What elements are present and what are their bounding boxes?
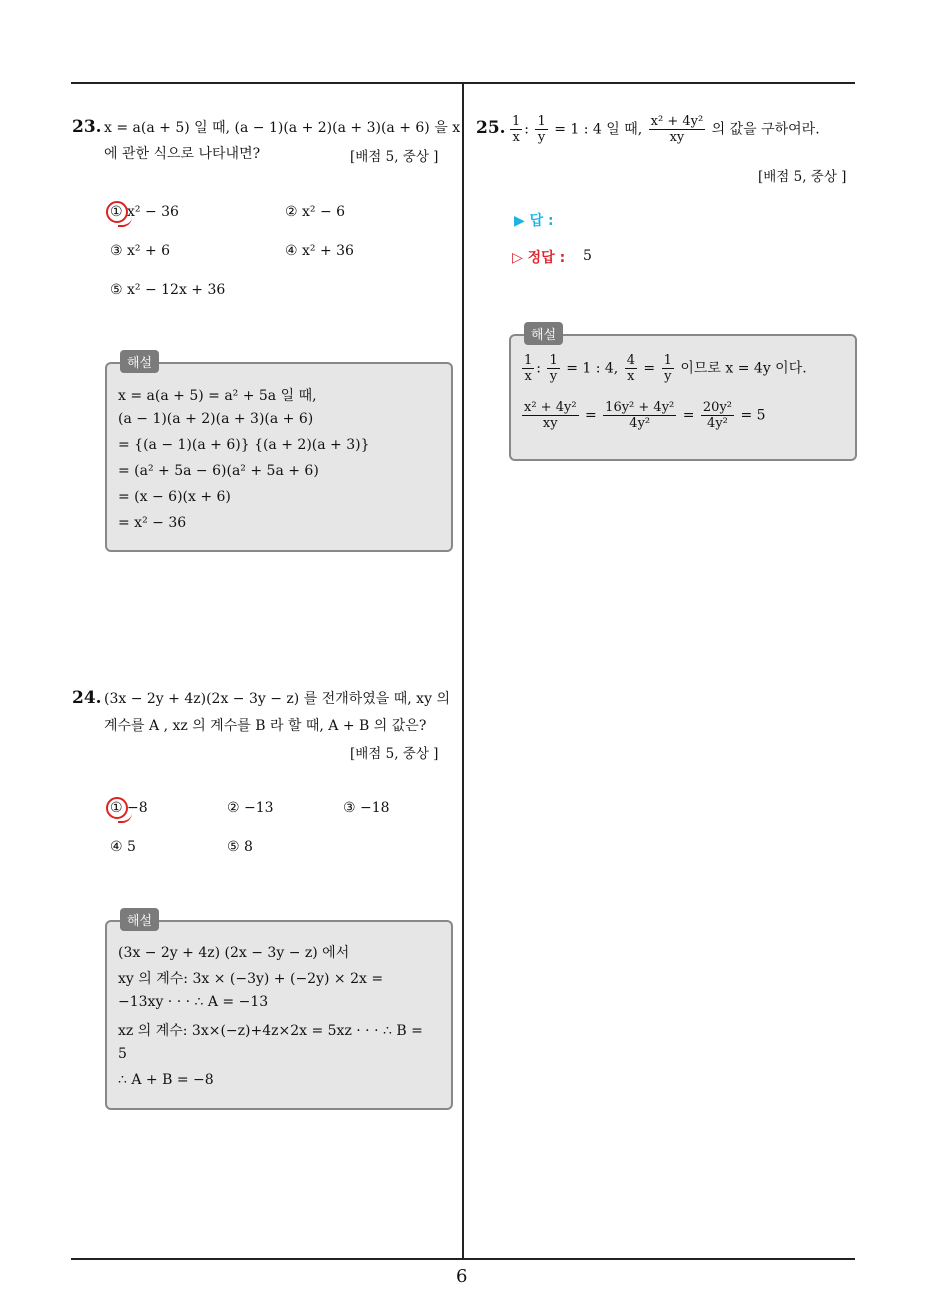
q23-explain-line: x = a(a + 5) = a² + 5a 일 때,: [118, 388, 317, 404]
question-24-line1: (3x − 2y + 4z)(2x − 3y − z) 를 전개하였을 때, xy 의: [104, 691, 450, 707]
page-number: 6: [456, 1266, 468, 1287]
q23-explain-line: = (a² + 5a − 6)(a² + 5a + 6): [118, 463, 319, 479]
q24-explanation-tag: 해설: [120, 908, 159, 931]
question-23-line2: 에 관한 식으로 나타내면?: [104, 146, 261, 162]
q24-explain-line: xy 의 계수: 3x × (−3y) + (−2y) × 2x =: [118, 971, 384, 987]
q24-explain-line: 5: [118, 1046, 127, 1062]
q23-explain-line: (a − 1)(a + 2)(a + 3)(a + 6): [118, 411, 314, 427]
question-24-line2: 계수를 A , xz 의 계수를 B 라 할 때, A + B 의 값은?: [104, 718, 427, 734]
q23-explain-line: = x² − 36: [118, 515, 187, 531]
correct-answer-label: ▷ 정답 :: [512, 250, 566, 266]
q25-fraction: $\frac{1}{y}$: [537, 114, 546, 145]
q24-choice-4[interactable]: ④ 5: [110, 839, 136, 855]
question-23-line1: x = a(a + 5) 일 때, (a − 1)(a + 2)(a + 3)(a + 6) 을 x: [104, 120, 461, 136]
question-23-meta: [배점 5, 중상 ]: [350, 149, 439, 165]
q23-choice-1[interactable]: ① x² − 36: [110, 204, 179, 220]
q25-explain-line: $\frac{1}{x}$ : $\frac{1}{y}$ = 1 : 4, $\frac{4}{x}$ = $\frac{1}{y}$ 이므로 x = 4y 이다.: [524, 353, 807, 384]
q25-explain-line: $\frac{\text{x² + 4y²}}{xy}$ = $\frac{\text{16y² + 4y²}}{\text{4y²}}$ = $\frac{\text{20y²}}{\text{4y²}}$ = 5: [524, 400, 766, 431]
q23-choice-5[interactable]: ⑤ x² − 12x + 36: [110, 282, 226, 298]
q25-explanation-tag: 해설: [524, 322, 563, 345]
question-25-meta: [배점 5, 중상 ]: [758, 169, 847, 185]
q25-fraction: $\frac{\text{x² + 4y²}}{xy}$: [650, 114, 704, 145]
column-divider: [462, 82, 464, 1260]
q24-explain-line: −13xy · · · ∴ A = −13: [118, 994, 269, 1010]
q23-choice-3[interactable]: ③ x² + 6: [110, 243, 171, 259]
q24-choice-2[interactable]: ② −13: [227, 800, 274, 816]
q23-choice-4[interactable]: ④ x² + 36: [285, 243, 354, 259]
answer-label: ▶ 답 :: [514, 213, 554, 229]
question-24-meta: [배점 5, 중상 ]: [350, 746, 439, 762]
q24-choice-5[interactable]: ⑤ 8: [227, 839, 253, 855]
question-25-statement: $\frac{1}{x}$ : $\frac{1}{y}$ = 1 : 4 일 때, $\frac{\text{x² + 4y²}}{xy}$ 의 값을 구하여라.: [512, 114, 820, 145]
q24-explain-line: (3x − 2y + 4z) (2x − 3y − z) 에서: [118, 945, 350, 961]
q24-choice-3[interactable]: ③ −18: [343, 800, 390, 816]
q25-fraction: $\frac{1}{x}$: [512, 114, 521, 145]
q24-choice-1[interactable]: ① −8: [110, 800, 148, 816]
q23-explain-line: = {(a − 1)(a + 6)} {(a + 2)(a + 3)}: [118, 437, 370, 453]
q24-explain-line: ∴ A + B = −8: [118, 1072, 214, 1088]
q24-explain-line: xz 의 계수: 3x×(−z)+4z×2x = 5xz · · · ∴ B =: [118, 1023, 423, 1039]
q23-choice-2[interactable]: ② x² − 6: [285, 204, 346, 220]
question-25-number: 25.: [476, 118, 506, 138]
correct-answer-value: 5: [583, 248, 592, 264]
q23-explanation-tag: 해설: [120, 350, 159, 373]
q23-explain-line: = (x − 6)(x + 6): [118, 489, 231, 505]
question-24-number: 24.: [72, 688, 102, 708]
question-23-number: 23.: [72, 117, 102, 137]
bottom-rule: [71, 1258, 855, 1260]
